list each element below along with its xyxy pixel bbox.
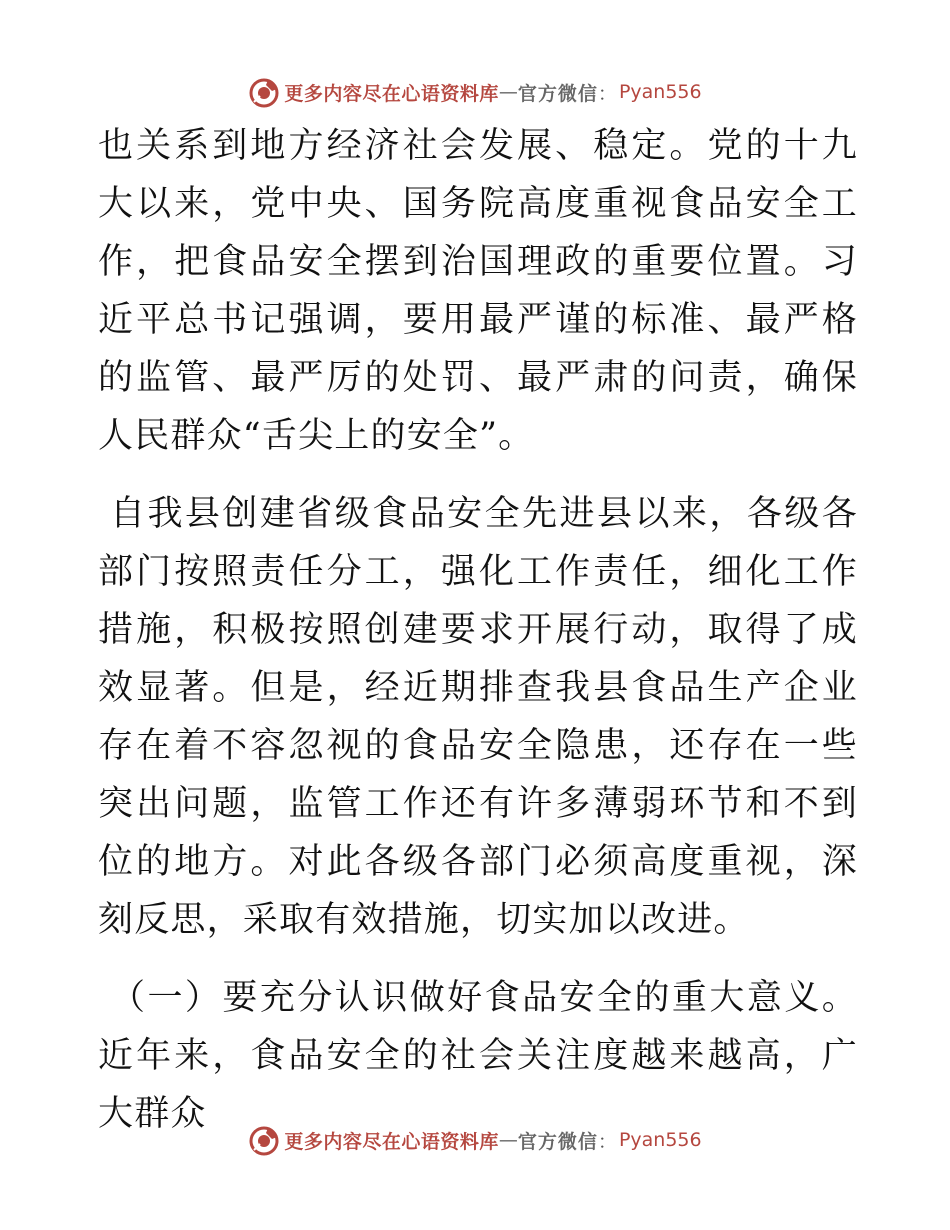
banner-official-text: 官方微信 xyxy=(517,1130,598,1153)
banner-official-text: 官方微信 xyxy=(517,82,598,105)
banner-colon: ： xyxy=(597,82,617,105)
banner-colon: ： xyxy=(597,1130,617,1153)
footer-banner xyxy=(0,1120,950,1160)
banner-wechat-id: Pyan556 xyxy=(618,81,702,103)
banner-main-text: 更多内容尽在心语资料库 xyxy=(284,82,499,105)
banner-dash: — xyxy=(498,1129,518,1151)
document-body xyxy=(98,117,858,1143)
paragraph-3: （一）要充分认识做好食品安全的重大意义。近年来，食品安全的社会关注度越来越高，广大群众 xyxy=(98,978,858,1134)
banner-dash: — xyxy=(498,81,518,103)
brand-logo-icon xyxy=(248,76,280,108)
banner-wechat-id: Pyan556 xyxy=(618,1129,702,1151)
header-banner xyxy=(0,72,950,112)
paragraph-2: 自我县创建省级食品安全先进县以来，各级各部门按照责任分工，强化工作责任，细化工作措施，积极按照创建要求开展行动，取得了成效显著。但是，经近期排查我县食品生产企业存在着不容忽视的食品安全隐患，还存在一些突出问题，监管工作还有许多薄弱环节和不到位的地方。对此各级各部门必须高度重视，深刻反思，采取有效措施，切实加以改进。 xyxy=(98,494,858,940)
brand-logo-icon xyxy=(248,1124,280,1156)
banner-main-text: 更多内容尽在心语资料库 xyxy=(284,1130,499,1153)
paragraph-1: 也关系到地方经济社会发展、稳定。党的十九大以来，党中央、国务院高度重视食品安全工作，把食品安全摆到治国理政的重要位置。习近平总书记强调，要用最严谨的标准、最严格的监管、最严厉的处罚、最严肃的问责，确保人民群众“舌尖上的安全”。 xyxy=(98,126,858,456)
